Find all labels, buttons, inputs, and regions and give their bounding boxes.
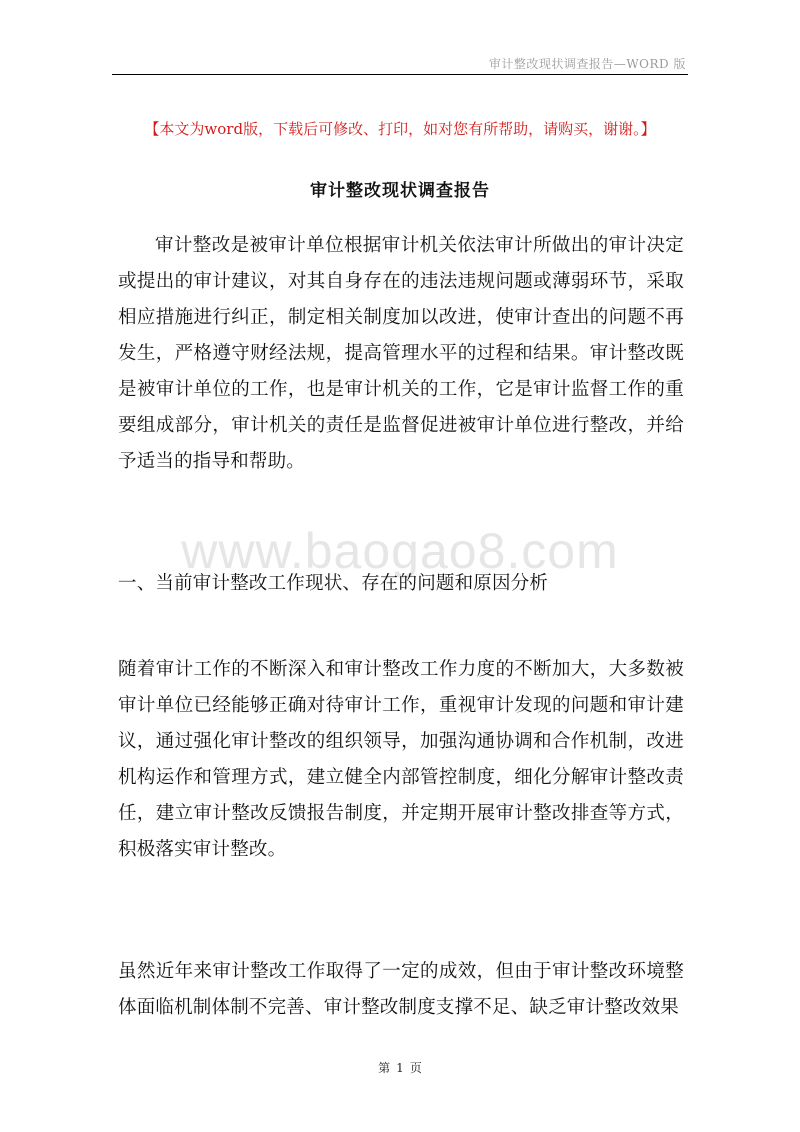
body-paragraph-1: 审计整改是被审计单位根据审计机关依法审计所做出的审计决定或提出的审计建议，对其自身存在的违法违规问题或薄弱环节，采取相应措施进行纠正，制定相关制度加以改进，使审计查出的问题不再发生，严格遵守财经法规，提高管理水平的过程和结果。审计整改既是被审计单位的工作，也是审计机关的工作，它是审计监督工作的重要组成部分，审计机关的责任是监督促进被审计单位进行整改，并给予适当的指导和帮助。 bbox=[118, 235, 684, 472]
page-number: 1 bbox=[396, 1061, 404, 1075]
purchase-notice: 【本文为word版，下载后可修改、打印，如对您有所帮助，请购买，谢谢。】 bbox=[144, 120, 656, 138]
document-title: 审计整改现状调查报告 bbox=[310, 181, 490, 201]
header-divider bbox=[112, 74, 688, 75]
running-header: 审计整改现状调查报告—WORD 版 bbox=[488, 57, 686, 71]
body-paragraph-3: 虽然近年来审计整改工作取得了一定的成效，但由于审计整改环境整体面临机制体制不完善、审计整改制度支撑不足、缺乏审计整改效果 bbox=[118, 961, 684, 1018]
page-suffix: 页 bbox=[409, 1061, 422, 1075]
body-paragraph-2: 随着审计工作的不断深入和审计整改工作力度的不断加大，大多数被审计单位已经能够正确对待审计工作，重视审计发现的问题和审计建议，通过强化审计整改的组织领导，加强沟通协调和合作机制，改进机构运作和管理方式，建立健全内部管控制度，细化分解审计整改责任，建立审计整改反馈报告制度，并定期开展审计整改排查等方式，积极落实审计整改。 bbox=[118, 659, 684, 860]
page-prefix: 第 bbox=[378, 1061, 391, 1075]
site-watermark: www.baogao8.com bbox=[181, 523, 619, 579]
section-heading-1: 一、当前审计整改工作现状、存在的问题和原因分析 bbox=[118, 573, 549, 594]
page-footer bbox=[0, 1059, 800, 1076]
